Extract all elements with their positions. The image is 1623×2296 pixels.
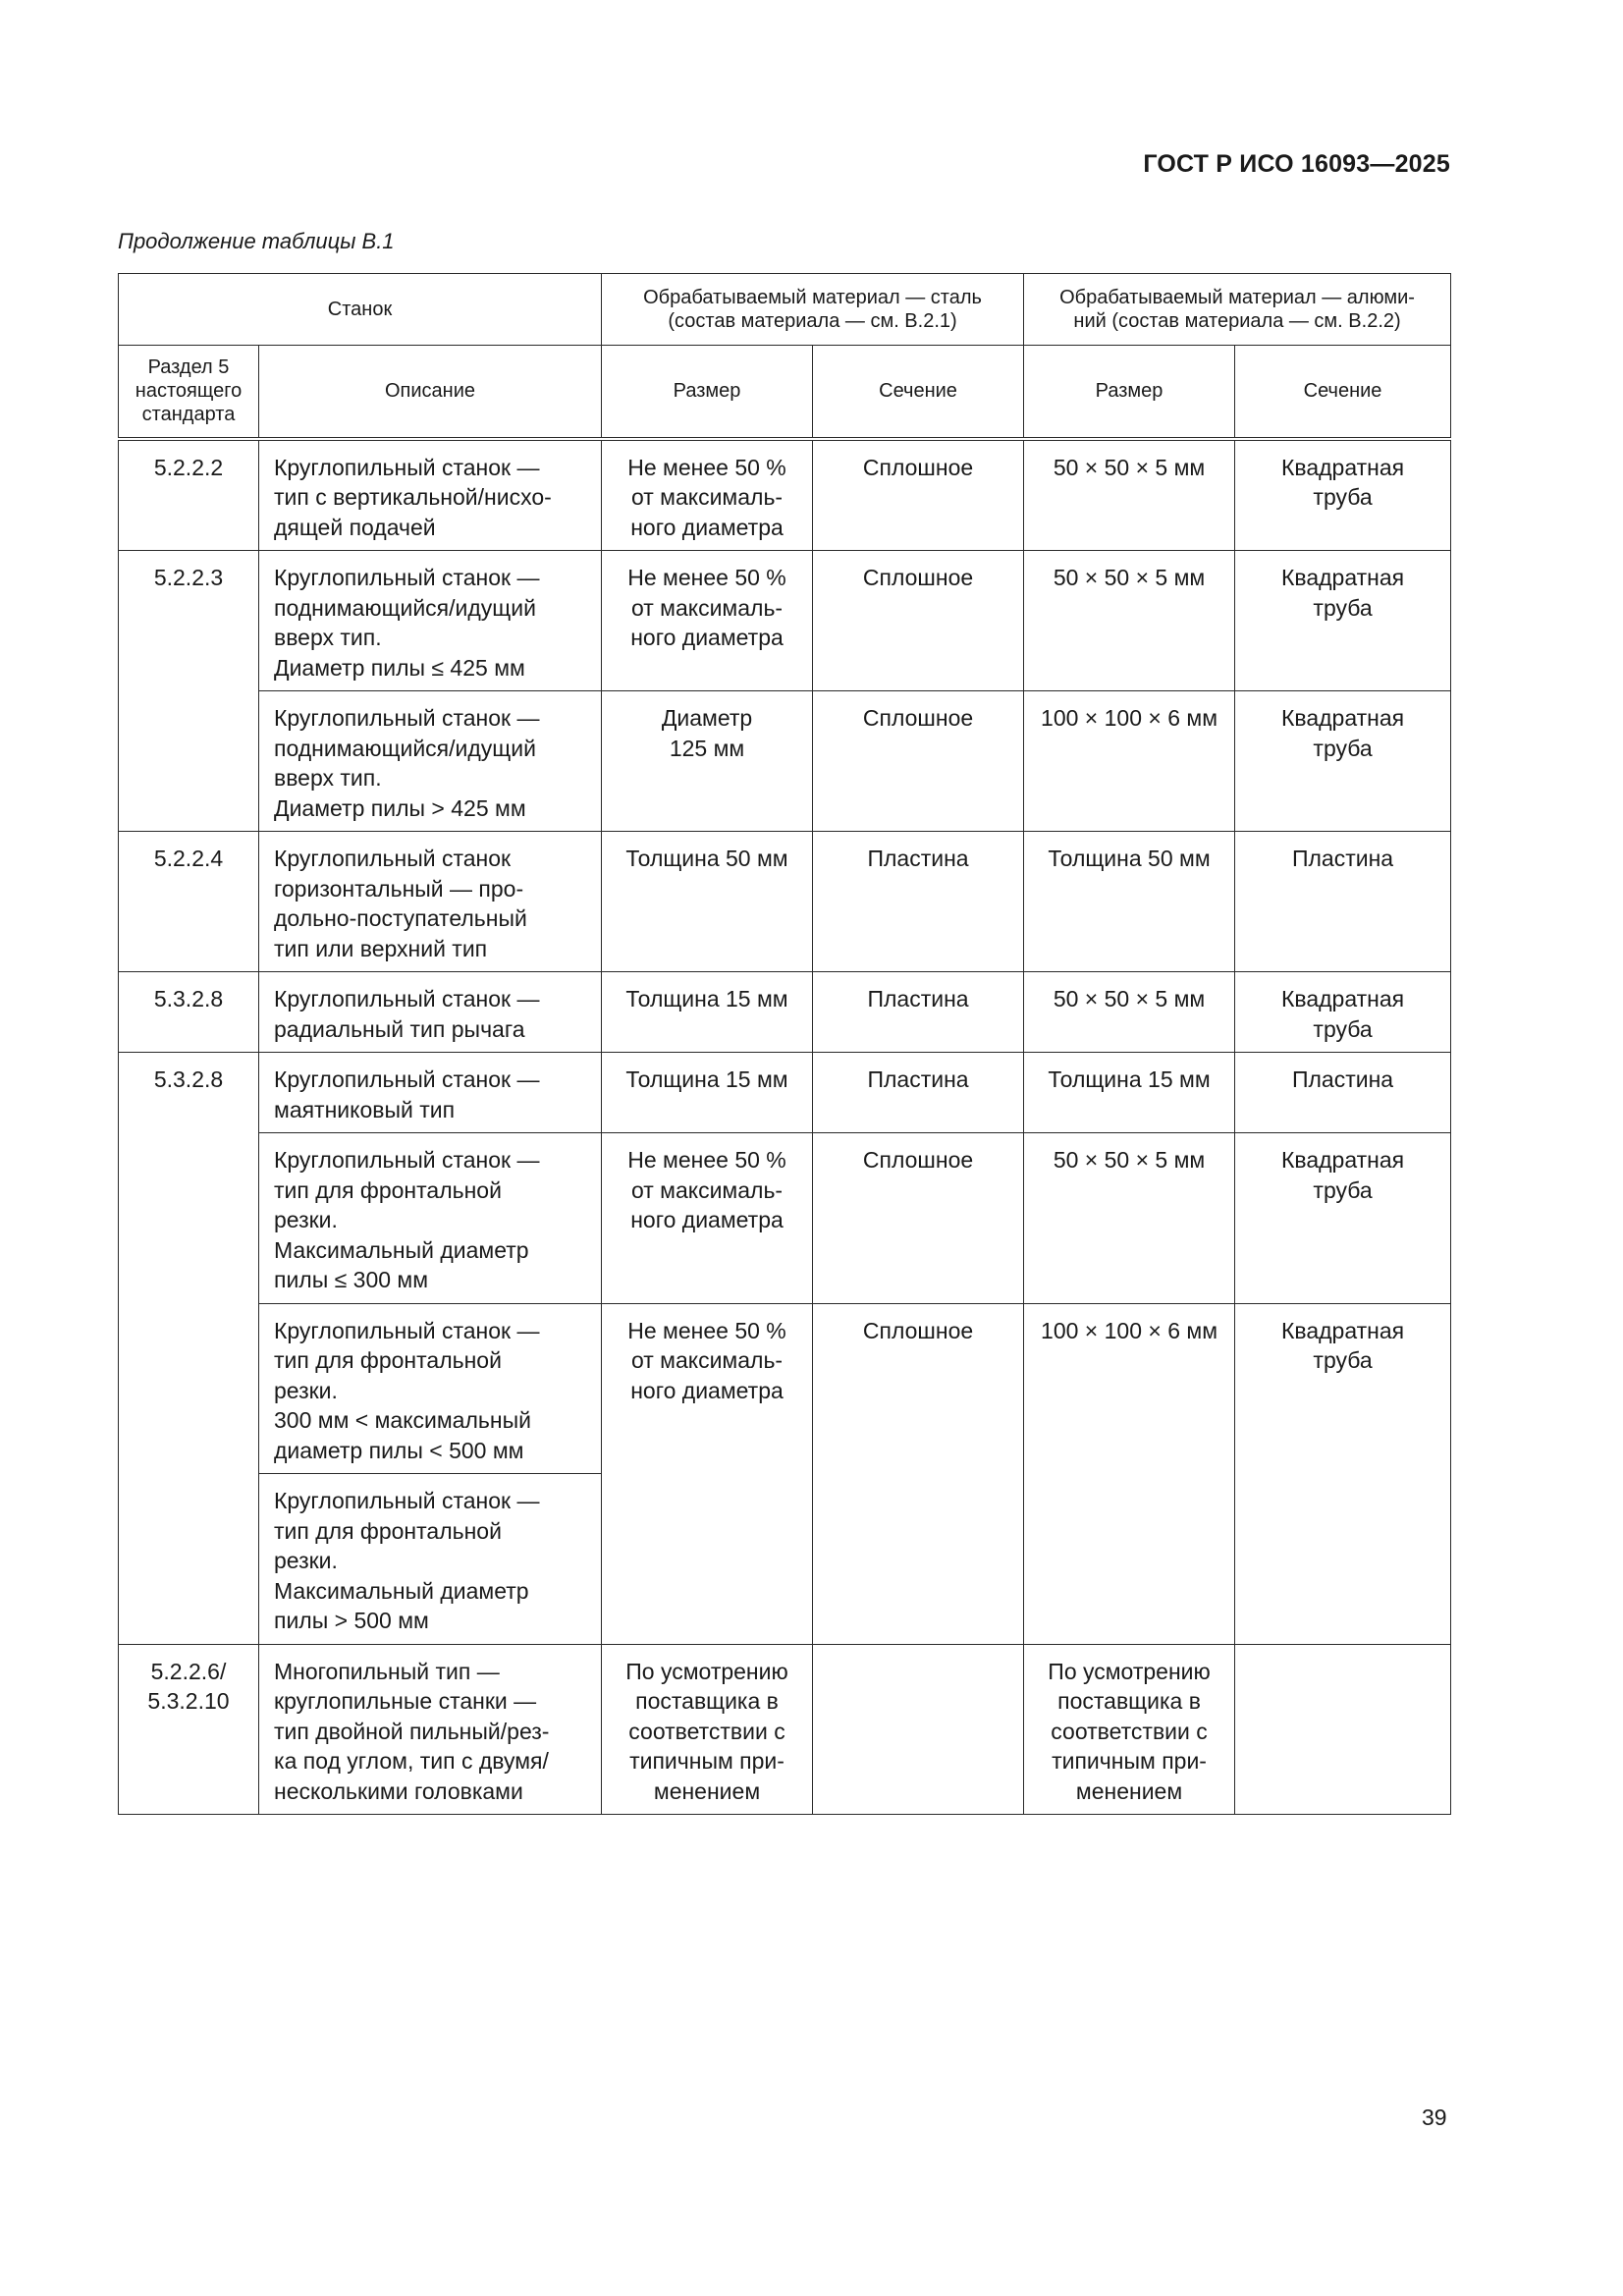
steel-cross-cell: Пластина [813,1053,1024,1133]
steel-size-cell: Толщина 15 мм [602,972,813,1053]
steel-size-cell: Не менее 50 % от максималь- ного диаметра [602,551,813,691]
steel-cross-cell: Сплошное [813,691,1024,832]
steel-size-cell: Не менее 50 % от максималь- ного диаметра [602,1133,813,1304]
steel-cross-cell: Сплошное [813,551,1024,691]
table-row [119,1133,1451,1304]
steel-cross-cell: Сплошное [813,1303,1024,1644]
description-cell: Круглопильный станок — тип для фронтальной резки. Максимальный диаметр пилы ≤ 300 мм [259,1133,602,1304]
description-cell: Круглопильный станок горизонтальный — про- дольно-поступательный тип или верхний тип [259,832,602,972]
section-cell: 5.2.2.4 [119,832,259,972]
table-row [119,1053,1451,1133]
table-row [119,972,1451,1053]
table-row [119,1644,1451,1815]
table-continuation-caption: Продолжение таблицы В.1 [118,229,395,253]
steel-cross-cell: Пластина [813,832,1024,972]
steel-cross-cell [813,1644,1024,1815]
steel-size-cell: Диаметр 125 мм [602,691,813,832]
header-machine: Станок [119,274,602,346]
alu-cross-cell: Квадратная труба [1235,1133,1451,1304]
description-cell: Круглопильный станок — радиальный тип рычага [259,972,602,1053]
section-cell: 5.2.2.3 [119,551,259,832]
steel-cross-cell: Пластина [813,972,1024,1053]
alu-cross-cell: Пластина [1235,832,1451,972]
steel-size-cell: Толщина 50 мм [602,832,813,972]
alu-size-cell: 50 × 50 × 5 мм [1024,439,1235,551]
header-cross-aluminium: Сечение [1235,346,1451,439]
section-cell: 5.3.2.8 [119,972,259,1053]
section-cell: 5.2.2.6/ 5.3.2.10 [119,1644,259,1815]
header-row-sub [119,346,1451,439]
alu-size-cell: 50 × 50 × 5 мм [1024,1133,1235,1304]
description-cell: Круглопильный станок — поднимающийся/идущий вверх тип. Диаметр пилы > 425 мм [259,691,602,832]
steel-size-cell: Толщина 15 мм [602,1053,813,1133]
description-cell: Круглопильный станок — маятниковый тип [259,1053,602,1133]
alu-size-cell: Толщина 15 мм [1024,1053,1235,1133]
alu-size-cell: По усмотрению поставщика в соответствии с типичным при- менением [1024,1644,1235,1815]
alu-size-cell: Толщина 50 мм [1024,832,1235,972]
description-cell: Круглопильный станок — тип для фронтальной резки. Максимальный диаметр пилы > 500 мм [259,1474,602,1645]
table-row [119,1303,1451,1474]
section-cell: 5.2.2.2 [119,439,259,551]
header-description: Описание [259,346,602,439]
table-row [119,551,1451,691]
description-cell: Круглопильный станок — тип для фронтальной резки. 300 мм < максимальный диаметр пилы < 500 мм [259,1303,602,1474]
alu-size-cell: 100 × 100 × 6 мм [1024,1303,1235,1644]
header-size-aluminium: Размер [1024,346,1235,439]
alu-size-cell: 100 × 100 × 6 мм [1024,691,1235,832]
alu-size-cell: 50 × 50 × 5 мм [1024,972,1235,1053]
description-cell: Многопильный тип — круглопильные станки — тип двойной пильный/рез- ка под углом, тип с двумя/ несколькими головками [259,1644,602,1815]
steel-cross-cell: Сплошное [813,439,1024,551]
header-steel: Обрабатываемый материал — сталь (состав материала — см. В.2.1) [602,274,1024,346]
steel-size-cell: Не менее 50 % от максималь- ного диаметра [602,439,813,551]
header-row-top [119,274,1451,346]
header-cross-steel: Сечение [813,346,1024,439]
alu-cross-cell: Квадратная труба [1235,439,1451,551]
header-aluminium: Обрабатываемый материал — алюми- ний (состав материала — см. В.2.2) [1024,274,1451,346]
alu-size-cell: 50 × 50 × 5 мм [1024,551,1235,691]
header-size-steel: Размер [602,346,813,439]
document-code: ГОСТ Р ИСО 16093—2025 [1143,150,1450,178]
alu-cross-cell: Квадратная труба [1235,972,1451,1053]
alu-cross-cell: Квадратная труба [1235,1303,1451,1644]
steel-size-cell: Не менее 50 % от максималь- ного диаметра [602,1303,813,1644]
steel-cross-cell: Сплошное [813,1133,1024,1304]
page-number: 39 [1422,2105,1447,2130]
alu-cross-cell: Квадратная труба [1235,691,1451,832]
table-row [119,691,1451,832]
description-cell: Круглопильный станок — поднимающийся/идущий вверх тип. Диаметр пилы ≤ 425 мм [259,551,602,691]
section-cell: 5.3.2.8 [119,1053,259,1645]
description-cell: Круглопильный станок — тип с вертикальной/нисхо- дящей подачей [259,439,602,551]
alu-cross-cell [1235,1644,1451,1815]
alu-cross-cell: Квадратная труба [1235,551,1451,691]
table-row [119,832,1451,972]
table-row [119,439,1451,551]
alu-cross-cell: Пластина [1235,1053,1451,1133]
machine-materials-table [118,273,1451,1815]
header-section: Раздел 5 настоящего стандарта [119,346,259,439]
steel-size-cell: По усмотрению поставщика в соответствии с типичным при- менением [602,1644,813,1815]
